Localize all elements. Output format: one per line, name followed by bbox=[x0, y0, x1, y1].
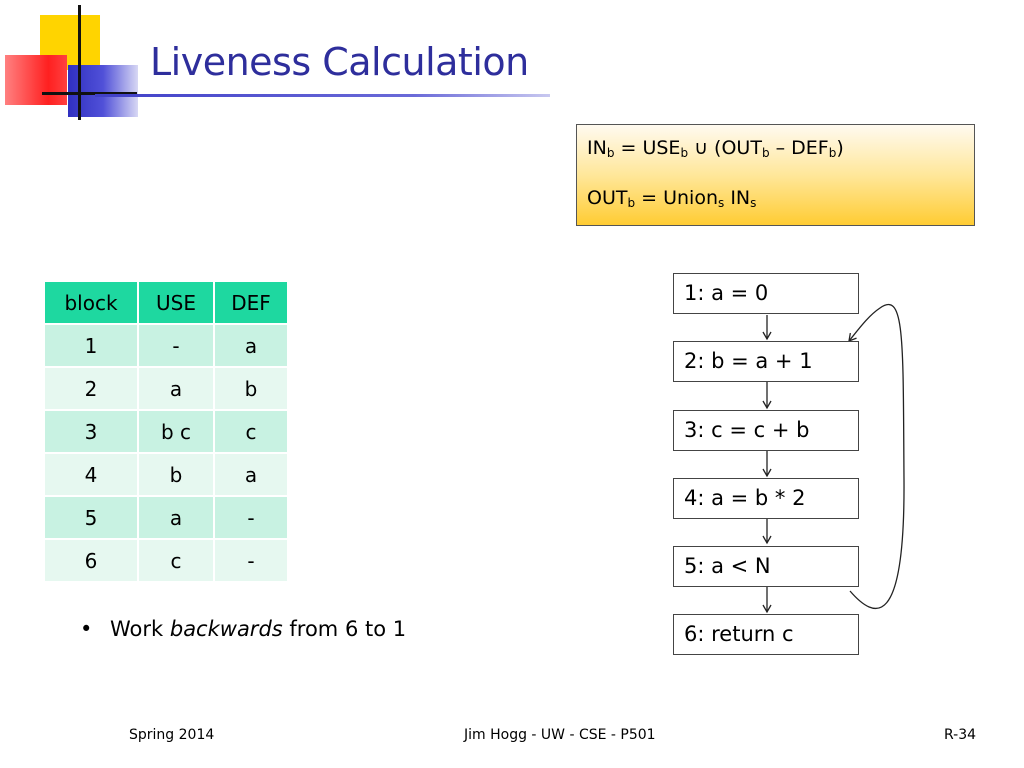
footer-date: Spring 2014 bbox=[129, 727, 215, 743]
in-subscript: b bbox=[606, 146, 615, 160]
table-cell: a bbox=[138, 367, 214, 410]
footer-slide-number: R-34 bbox=[944, 727, 977, 743]
cfg-block-3: 3: c = c + b bbox=[673, 410, 859, 451]
table-cell: b bbox=[214, 367, 288, 410]
column-header-use: USE bbox=[138, 281, 214, 324]
table-cell: 3 bbox=[44, 410, 138, 453]
footer-author: Jim Hogg - UW - CSE - P501 bbox=[464, 727, 656, 743]
table-cell: - bbox=[214, 496, 288, 539]
bullet-emphasis: backwards bbox=[169, 617, 283, 641]
def-symbol: DEF bbox=[791, 137, 829, 159]
union-word: Union bbox=[663, 187, 718, 209]
table-cell: - bbox=[214, 539, 288, 582]
table-cell: 1 bbox=[44, 324, 138, 367]
cfg-block-2: 2: b = a + 1 bbox=[673, 341, 859, 382]
minus-operator: – bbox=[769, 137, 792, 159]
table-cell: 5 bbox=[44, 496, 138, 539]
bullet-dot: • bbox=[80, 617, 93, 641]
cfg-block-4: 4: a = b * 2 bbox=[673, 478, 859, 519]
cfg-block-1: 1: a = 0 bbox=[673, 273, 859, 314]
out-symbol: OUT bbox=[721, 137, 762, 159]
bullet-text-post: from 6 to 1 bbox=[282, 617, 407, 641]
use-symbol: USE bbox=[642, 137, 681, 159]
close-paren: ) bbox=[836, 137, 844, 159]
equals-sign: = bbox=[614, 137, 643, 159]
table-cell: 2 bbox=[44, 367, 138, 410]
out-subscript: b bbox=[761, 146, 770, 160]
table-cell: a bbox=[138, 496, 214, 539]
in-successor-subscript: s bbox=[750, 196, 757, 210]
table-cell: - bbox=[138, 324, 214, 367]
table-cell: a bbox=[214, 453, 288, 496]
union-subscript: s bbox=[718, 196, 725, 210]
in-symbol: IN bbox=[587, 137, 607, 159]
cfg-block-5: 5: a < N bbox=[673, 546, 859, 587]
column-header-def: DEF bbox=[214, 281, 288, 324]
bullet-text-pre: Work bbox=[110, 617, 170, 641]
table-cell: a bbox=[214, 324, 288, 367]
table-cell: c bbox=[214, 410, 288, 453]
out-lhs-symbol: OUT bbox=[587, 187, 628, 209]
def-subscript: b bbox=[828, 146, 837, 160]
column-header-block: block bbox=[44, 281, 138, 324]
table-cell: b bbox=[138, 453, 214, 496]
in-successor-symbol: IN bbox=[730, 187, 751, 209]
slide-title: Liveness Calculation bbox=[150, 40, 529, 84]
table-cell: 6 bbox=[44, 539, 138, 582]
equals-sign: = bbox=[635, 187, 664, 209]
use-subscript: b bbox=[680, 146, 689, 160]
table-cell: c bbox=[138, 539, 214, 582]
table-cell: 4 bbox=[44, 453, 138, 496]
union-operator: ∪ ( bbox=[688, 137, 722, 159]
out-lhs-subscript: b bbox=[627, 196, 636, 210]
cfg-block-6: 6: return c bbox=[673, 614, 859, 655]
table-cell: b c bbox=[138, 410, 214, 453]
